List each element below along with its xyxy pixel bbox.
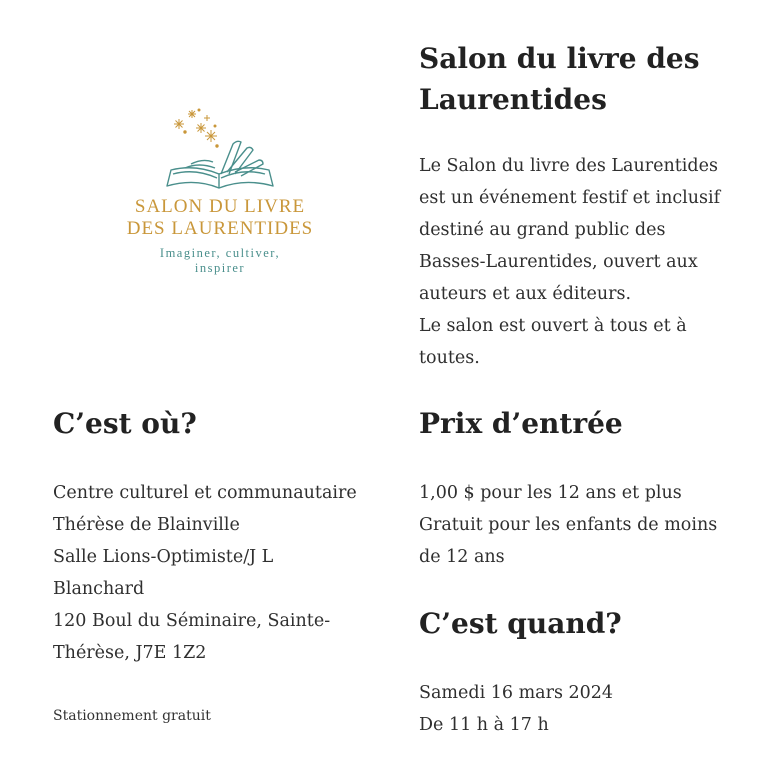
where-address xyxy=(53,477,383,669)
address-line: 120 Boul du Séminaire, Sainte- xyxy=(53,611,331,631)
about-line: Le Salon du livre des Laurentides xyxy=(419,156,718,176)
date-line: Samedi 16 mars 2024 xyxy=(419,683,614,703)
price-heading: Prix d’entrée xyxy=(419,407,623,440)
time-line: De 11 h à 17 h xyxy=(419,715,549,735)
about-line: est un événement festif et inclusif xyxy=(419,188,721,208)
where-heading: C’est où? xyxy=(53,407,197,440)
salon-logo xyxy=(112,104,328,304)
address-line: Salle Lions-Optimiste/J L xyxy=(53,547,274,567)
when-heading: C’est quand? xyxy=(419,607,622,640)
when-info xyxy=(419,677,749,741)
parking-note: Stationnement gratuit xyxy=(53,708,211,724)
about-line: destiné au grand public des xyxy=(419,220,666,240)
price-info xyxy=(419,477,749,573)
logo-title-line2: DES LAURENTIDES xyxy=(126,218,314,239)
logo-tagline-line1: Imaginer, cultiver, xyxy=(159,246,281,260)
address-line: Thérèse, J7E 1Z2 xyxy=(53,643,207,663)
price-line: Gratuit pour les enfants de moins xyxy=(419,515,718,535)
address-line: Thérèse de Blainville xyxy=(53,515,240,535)
price-line: 1,00 $ pour les 12 ans et plus xyxy=(419,483,682,503)
logo-tagline-line2: inspirer xyxy=(194,261,246,275)
about-line: Le salon est ouvert à tous et à xyxy=(419,316,687,336)
about-line: Basses-Laurentides, ouvert aux xyxy=(419,252,698,272)
logo-title-line1: SALON DU LIVRE xyxy=(134,196,306,217)
about-line: toutes. xyxy=(419,348,480,368)
page-title: Salon du livre des Laurentides xyxy=(419,42,700,116)
price-line: de 12 ans xyxy=(419,547,505,567)
address-line: Centre culturel et communautaire xyxy=(53,483,357,503)
about-line: auteurs et aux éditeurs. xyxy=(419,284,632,304)
about-text xyxy=(419,150,749,374)
address-line: Blanchard xyxy=(53,579,145,599)
open-book-stars-icon xyxy=(155,104,285,196)
